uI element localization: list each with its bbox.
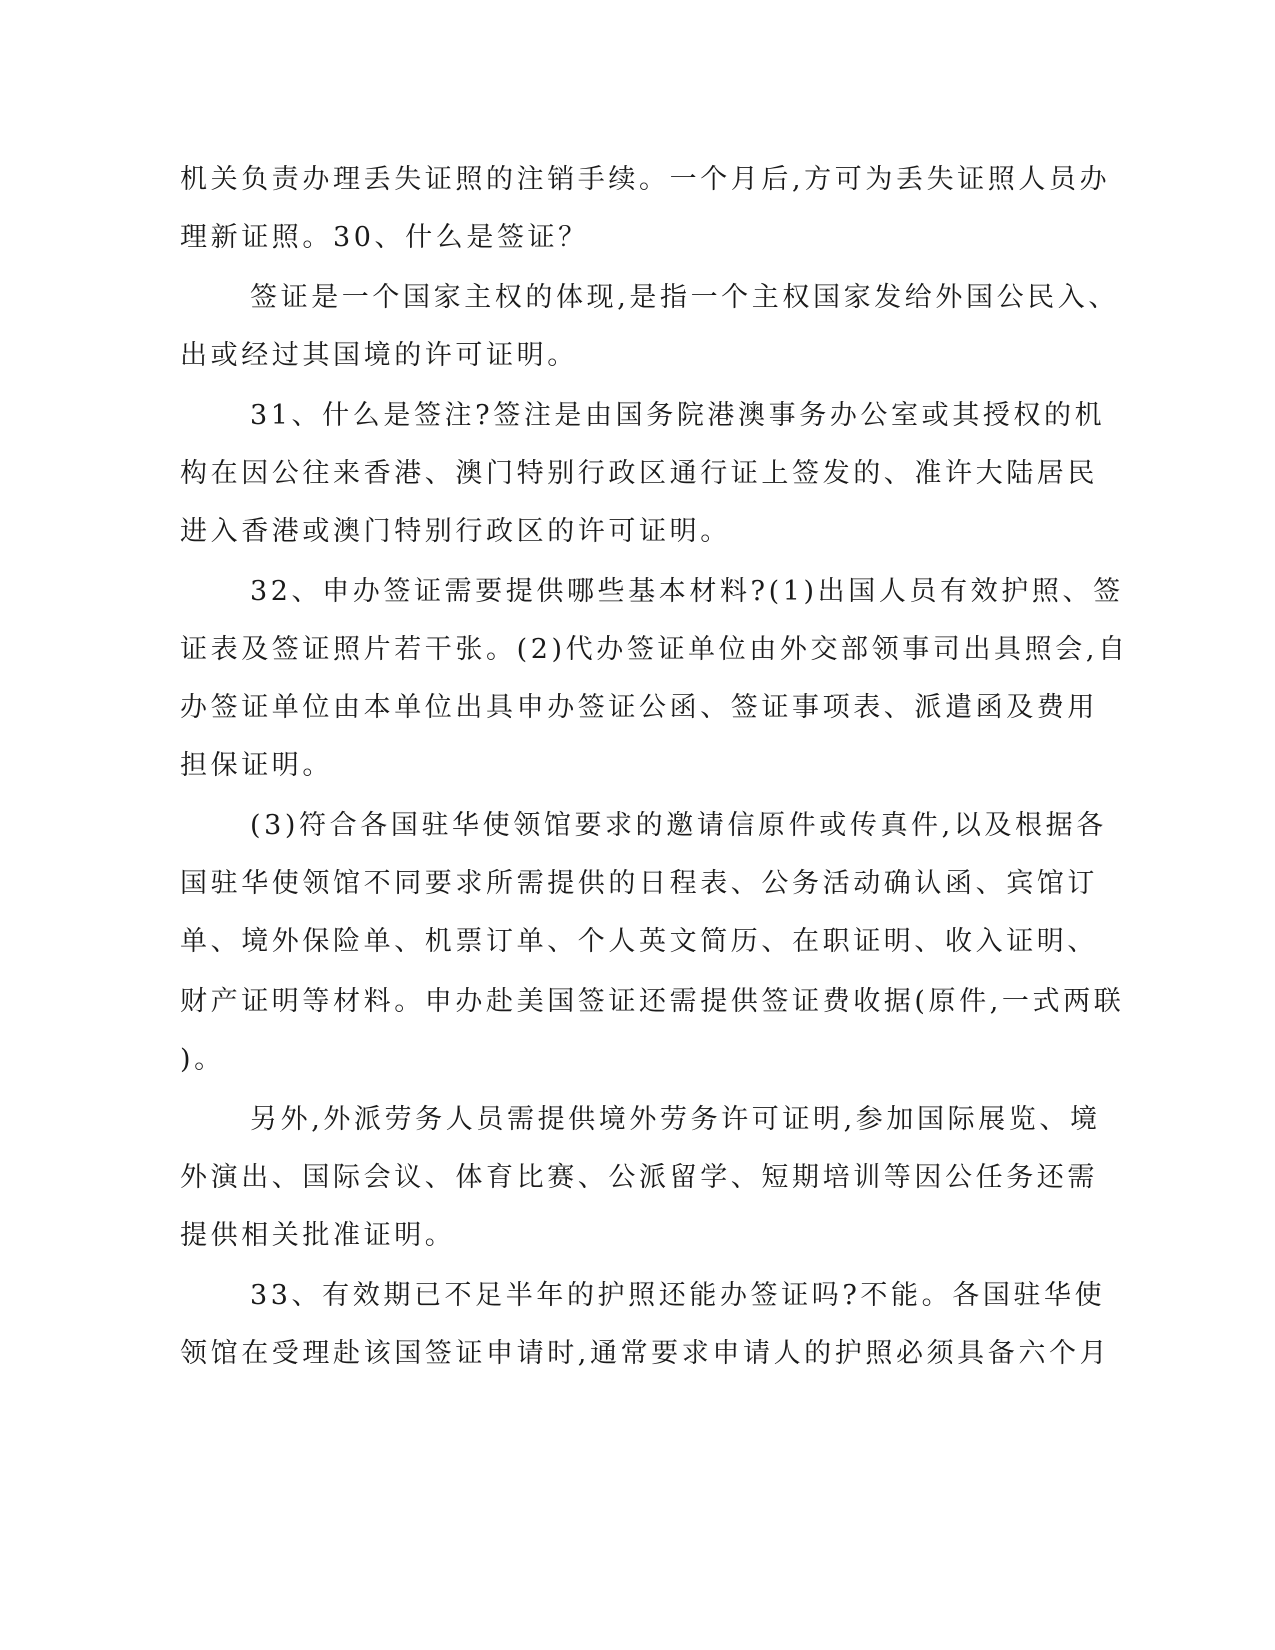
text-line: 另外,外派劳务人员需提供境外劳务许可证明,参加国际展览、境 [250,1104,1101,1135]
text-line: 财产证明等材料。申办赴美国签证还需提供签证费收据(原件,一式两联 [180,986,1125,1017]
text-line: 进入香港或澳门特别行政区的许可证明。 [180,516,731,547]
text-line: (3)符合各国驻华使领馆要求的邀请信原件或传真件,以及根据各 [250,810,1107,841]
text-line: 32、申办签证需要提供哪些基本材料?(1)出国人员有效护照、签 [250,576,1124,607]
text-line: 单、境外保险单、机票订单、个人英文简历、在职证明、收入证明、 [180,926,1098,957]
text-line: 出或经过其国境的许可证明。 [180,340,578,371]
text-line: 提供相关批准证明。 [180,1220,456,1251]
text-line: 国驻华使领馆不同要求所需提供的日程表、公务活动确认函、宾馆订 [180,868,1098,899]
text-line: 构在因公往来香港、澳门特别行政区通行证上签发的、准许大陆居民 [180,458,1098,489]
text-line: 理新证照。30、什么是签证？ [180,222,589,253]
text-line: 33、有效期已不足半年的护照还能办签证吗?不能。各国驻华使 [250,1280,1106,1311]
text-line: 31、什么是签注?签注是由国务院港澳事务办公室或其授权的机 [250,400,1106,431]
text-line: 办签证单位由本单位出具申办签证公函、签证事项表、派遣函及费用 [180,692,1098,723]
text-line: 机关负责办理丢失证照的注销手续。一个月后,方可为丢失证照人员办 [180,164,1111,195]
text-line: 领馆在受理赴该国签证申请时,通常要求申请人的护照必须具备六个月 [180,1338,1111,1369]
text-line: )。 [180,1044,225,1075]
text-line: 担保证明。 [180,750,333,781]
text-line: 签证是一个国家主权的体现,是指一个主权国家发给外国公民入、 [250,282,1119,313]
text-line: 证表及签证照片若干张。(2)代办签证单位由外交部领事司出具照会,自 [180,634,1129,665]
text-line: 外演出、国际会议、体育比赛、公派留学、短期培训等因公任务还需 [180,1162,1098,1193]
